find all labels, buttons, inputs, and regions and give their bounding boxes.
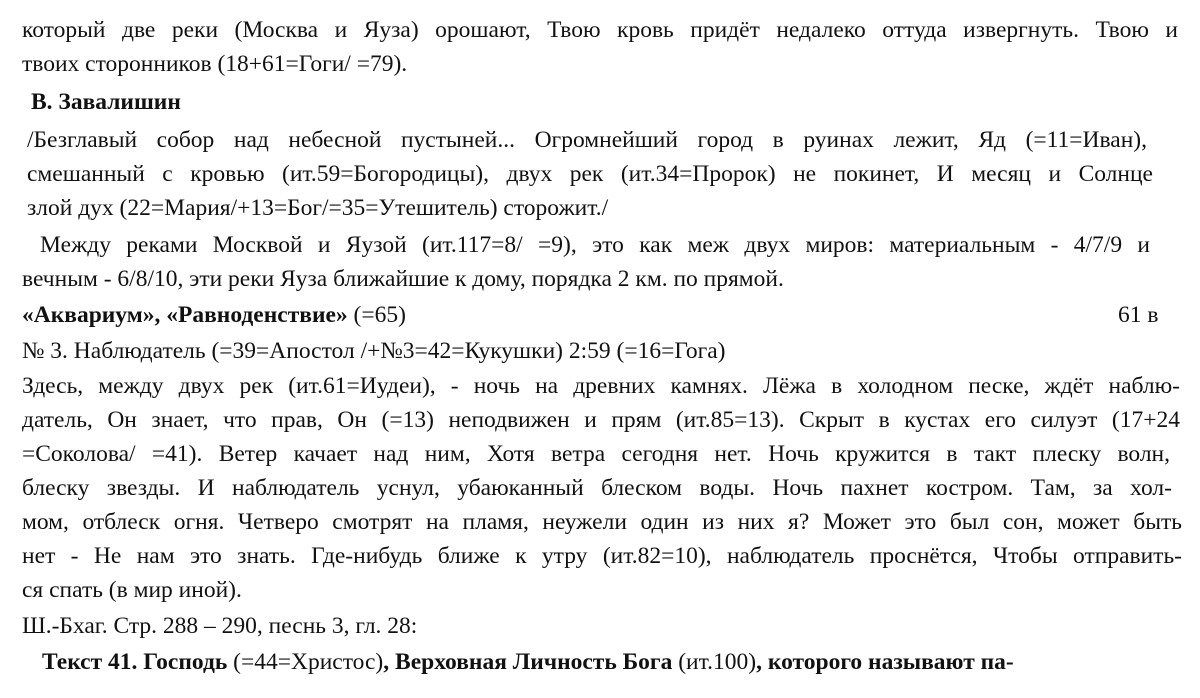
- paragraph-line: нет - Не нам это знать. Где-нибудь ближе к утру (ит.82=10), наблюдатель проснётся, Чтобы отправить-: [22, 543, 1182, 569]
- album-heading: [22, 298, 406, 332]
- paragraph-line: твоих сторонников (18+61=Гоги/ =79).: [22, 51, 408, 77]
- verse-line: [42, 645, 1014, 679]
- verse-note: (ит.100): [672, 649, 757, 675]
- quote-line: злой дух (22=Мария/+13=Бог/=35=Утешитель) сторожит./: [27, 195, 609, 221]
- album-title: «Аквариум», «Равноденствие»: [22, 302, 348, 328]
- section-heading: В. Завалишин: [31, 89, 181, 115]
- paragraph-line: вечным - 6/8/10, эти реки Яуза ближайшие к дому, порядка 2 км. по прямой.: [22, 266, 784, 292]
- source-reference: Ш.-Бхаг. Стр. 288 – 290, песнь 3, гл. 28:: [22, 613, 418, 639]
- verse-number: Текст 41. Господь: [42, 649, 228, 675]
- paragraph-line: Между реками Москвой и Яузой (ит.117=8/ =9), это как меж двух миров: материальным - 4/7/9 и: [40, 232, 1150, 258]
- paragraph-line: Здесь, между двух рек (ит.61=Иудеи), - ночь на древних камнях. Лёжа в холодном песке, ждёт наблю-: [22, 373, 1180, 399]
- paragraph-line: мом, отблеск огня. Четверо смотрят на пламя, неужели один из них я? Может это был сон, может быть: [22, 509, 1182, 535]
- quote-line: смешанный с кровью (ит.59=Богородицы), двух рек (ит.34=Пророк) не покинет, И месяц и Солнце: [27, 161, 1153, 187]
- paragraph-line: ся спать (в мир иной).: [22, 577, 242, 603]
- paragraph-line: датель, Он знает, что прав, Он (=13) неподвижен и прям (ит.85=13). Скрыт в кустах его силуэт (17+24: [22, 407, 1180, 433]
- paragraph-line: который две реки (Москва и Яуза) орошают, Твою кровь придёт недалеко оттуда извергнуть. Твою и: [22, 17, 1178, 43]
- track-line: № 3. Наблюдатель (=39=Апостол /+№3=42=Кукушки) 2:59 (=16=Гога): [22, 338, 726, 364]
- verse-text: , Верховная Личность Бога: [383, 649, 673, 675]
- page-reference: 61 в: [1118, 302, 1159, 328]
- album-number: (=65): [347, 302, 406, 328]
- verse-text: , которого называют па-: [756, 649, 1014, 675]
- paragraph-line: =Соколова/ =41). Ветер качает над ним, Хотя ветра сегодня нет. Ночь кружится в такт плеску волн,: [22, 441, 1170, 467]
- quote-line: /Безглавый собор над небесной пустыней... Огромнейший город в руинах лежит, Яд (=11=Иван),: [27, 127, 1147, 153]
- paragraph-line: блеску звезды. И наблюдатель уснул, убаюканный блеском воды. Ночь пахнет костром. Там, за хол-: [22, 475, 1172, 501]
- verse-note: (=44=Христос): [227, 649, 384, 675]
